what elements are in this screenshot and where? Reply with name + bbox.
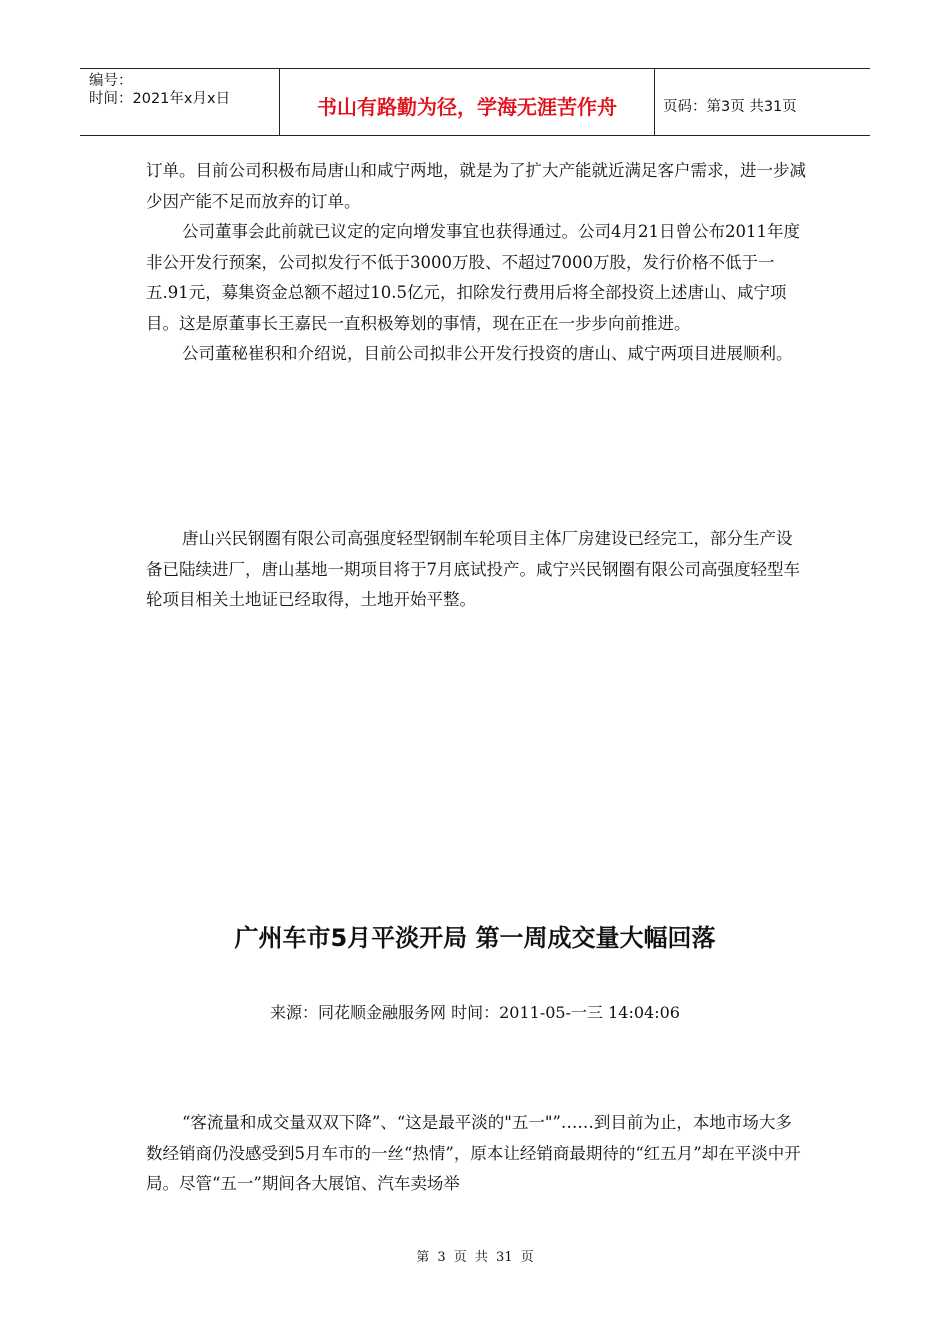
paragraph: 订单。目前公司积极布局唐山和咸宁两地，就是为了扩大产能就近满足客户需求，进一步减少因产能不足而放弃的订单。 xyxy=(146,161,806,211)
article2-body xyxy=(146,1108,806,1200)
paragraph: “客流量和成交量双双下降”、“这是最平淡的"五一"”……到目前为止，本地市场大多数经销商仍没感受到5月车市的一丝“热情”，原本让经销商最期待的“红五月”却在平淡中开局。尽管“五一”期间各大展馆、汽车卖场举 xyxy=(146,1113,801,1193)
article-source-line: 来源：同花顺金融服务网 时间：2011-05-一三 14:04:06 xyxy=(270,1003,680,1022)
header-motto: 书山有路勤为径，学海无涯苦作舟 xyxy=(280,69,655,135)
paragraph: 公司董秘崔积和介绍说，目前公司拟非公开发行投资的唐山、咸宁两项目进展顺利。 xyxy=(182,344,793,363)
article1-body-part1 xyxy=(146,156,806,370)
document-header xyxy=(80,68,870,136)
article-title: 广州车市5月平淡开局 第一周成交量大幅回落 xyxy=(234,924,716,952)
page-footer: 第 3 页 共 31 页 xyxy=(416,1250,534,1265)
paragraph: 唐山兴民钢圈有限公司高强度轻型钢制车轮项目主体厂房建设已经完工，部分生产设备已陆续进厂，唐山基地一期项目将于7月底试投产。咸宁兴民钢圈有限公司高强度轻型车轮项目相关土地证已经取得，土地开始平整。 xyxy=(146,529,800,609)
header-meta xyxy=(80,69,280,135)
article1-body-part2 xyxy=(146,524,806,616)
date-label: 时间：2021年x月x日 xyxy=(89,91,231,107)
paragraph: 公司董事会此前就已议定的定向增发事宜也获得通过。公司4月21日曾公布2011年度非公开发行预案，公司拟发行不低于3000万股、不超过7000万股，发行价格不低于一五.91元，募集资金总额不超过10.5亿元，扣除发行费用后将全部投资上述唐山、咸宁项目。这是原董事长王嘉民一直积极筹划的事情，现在正在一步步向前推进。 xyxy=(146,222,800,333)
code-label: 编号： xyxy=(89,73,133,89)
header-page-info: 页码：第3页 共31页 xyxy=(663,98,797,115)
